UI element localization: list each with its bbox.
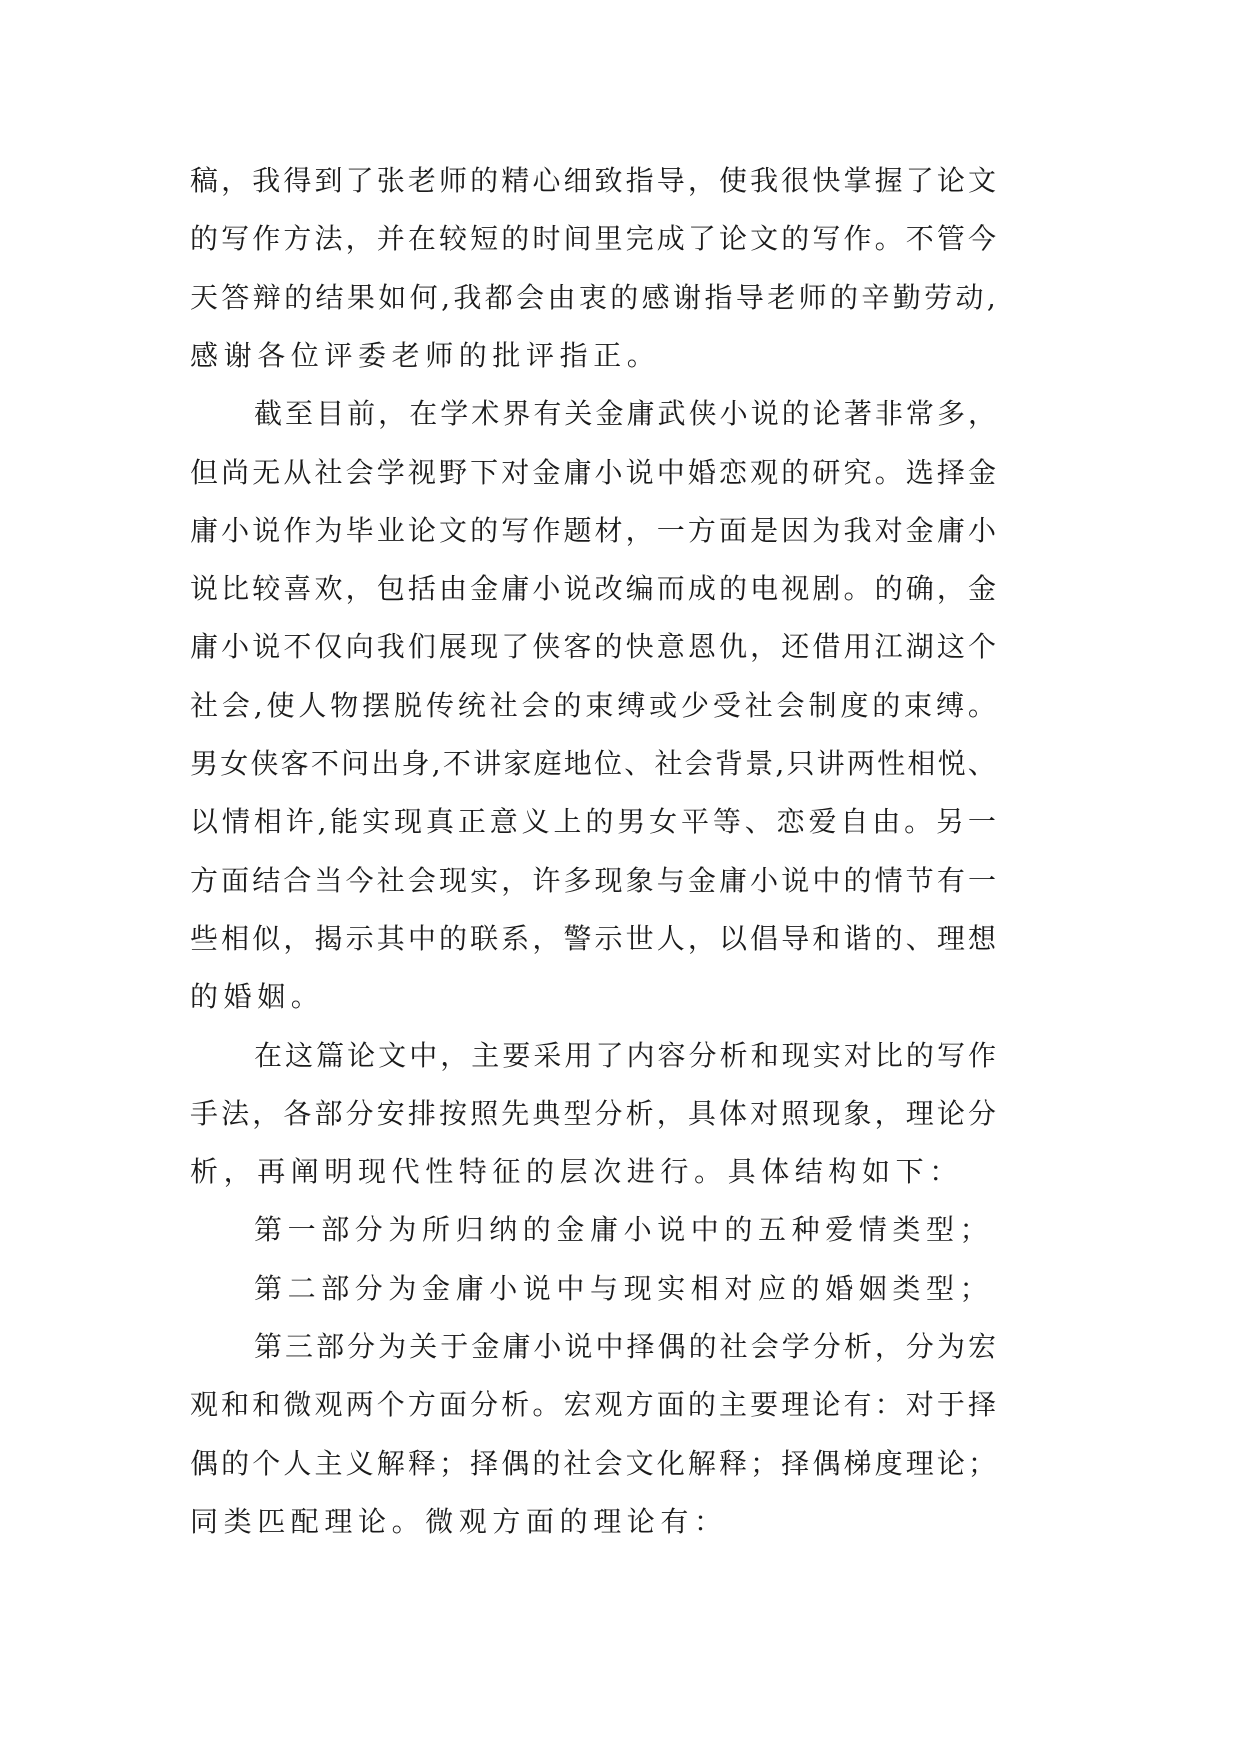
text-line: 手法，各部分安排按照先典型分析，具体对照现象，理论分	[190, 1096, 1000, 1130]
text-line: 在这篇论文中，主要采用了内容分析和现实对比的写作	[254, 1038, 1000, 1072]
text-line: 男女侠客不问出身,不讲家庭地位、社会背景,只讲两性相悦、	[190, 747, 999, 780]
text-line: 的写作方法，并在较短的时间里完成了论文的写作。不管今	[190, 222, 1000, 256]
text-line: 第二部分为金庸小说中与现实相对应的婚姻类型；	[254, 1271, 994, 1305]
text-line: 稿，我得到了张老师的精心细致指导，使我很快掌握了论文	[190, 164, 1000, 197]
text-line: 偶的个人主义解释；择偶的社会文化解释；择偶梯度理论；	[190, 1446, 1000, 1480]
text-line: 方面结合当今社会现实，许多现象与金庸小说中的情节有一	[190, 863, 1000, 897]
text-line: 以情相许,能实现真正意义上的男女平等、恋爱自由。另一	[190, 805, 1000, 839]
text-line: 第一部分为所归纳的金庸小说中的五种爱情类型；	[254, 1213, 994, 1247]
text-line: 说比较喜欢，包括由金庸小说改编而成的电视剧。的确，金	[190, 572, 1000, 606]
text-line: 的婚姻。	[190, 980, 325, 1014]
text-line: 但尚无从社会学视野下对金庸小说中婚恋观的研究。选择金	[190, 455, 1000, 489]
text-line: 庸小说作为毕业论文的写作题材，一方面是因为我对金庸小	[190, 513, 1000, 547]
text-line: 庸小说不仅向我们展现了侠客的快意恩仇，还借用江湖这个	[190, 630, 1000, 664]
text-line: 感谢各位评委老师的批评指正。	[190, 338, 661, 372]
text-line: 第三部分为关于金庸小说中择偶的社会学分析，分为宏	[254, 1330, 1000, 1363]
text-line: 社会,使人物摆脱传统社会的束缚或少受社会制度的束缚。	[190, 688, 1000, 722]
text-line: 观和和微观两个方面分析。宏观方面的主要理论有：对于择	[190, 1388, 1000, 1422]
text-line: 截至目前，在学术界有关金庸武侠小说的论著非常多，	[254, 397, 1000, 431]
text-line: 同类匹配理论。微观方面的理论有：	[190, 1504, 728, 1538]
text-line: 天答辩的结果如何,我都会由衷的感谢指导老师的辛勤劳动,	[190, 280, 1000, 314]
text-line: 析，再阐明现代性特征的层次进行。具体结构如下：	[190, 1155, 963, 1189]
text-line: 些相似，揭示其中的联系，警示世人，以倡导和谐的、理想	[190, 921, 1000, 955]
